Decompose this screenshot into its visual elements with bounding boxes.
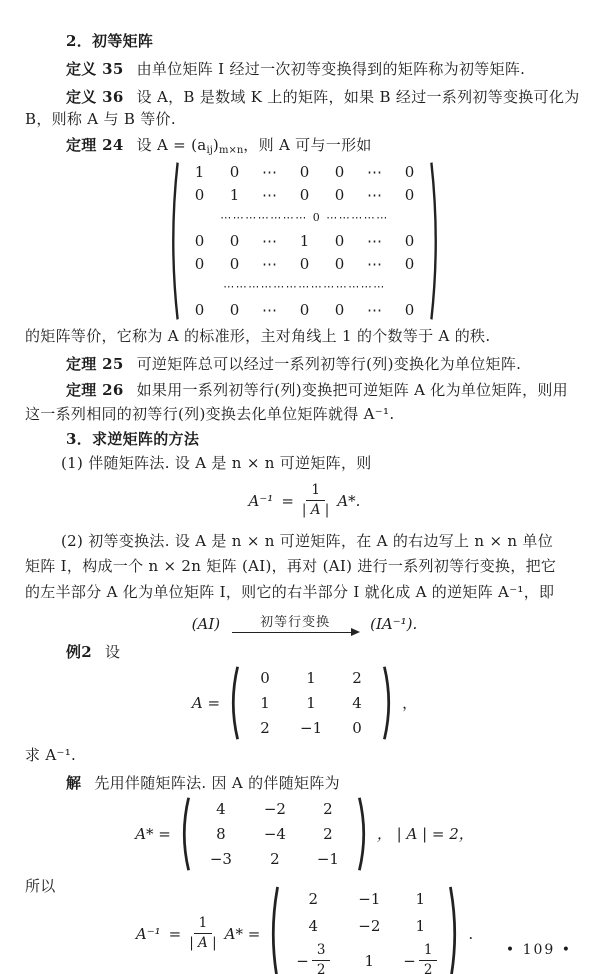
definition-35-text: 由单位矩阵 I 经过一次初等变换得到的矩阵称为初等矩阵. [136, 60, 526, 78]
matrix-cell: 1 [415, 889, 426, 908]
theorem-25-text: 可逆矩阵总可以经过一系列初等行(列)变换化为单位矩阵. [136, 355, 522, 373]
theorem-24-label: 定理 24 [66, 136, 124, 154]
left-paren-icon [168, 161, 179, 321]
matrix-cell: ⋯ [262, 300, 277, 319]
matrix-cell: ⋯ [367, 254, 382, 273]
matrix-cell: 0 [260, 668, 270, 687]
matrix-Astar-label: A* = [135, 824, 171, 843]
matrix-cell: 0 [404, 254, 415, 273]
fraction-numerator: 1 [419, 942, 438, 961]
matrix-cell: −1 [358, 889, 381, 908]
fraction-denominator: | A | [189, 935, 217, 951]
matrix-Astar-formula [25, 796, 584, 871]
example-2-label: 例2 [66, 643, 93, 661]
matrix-cell: 1 [299, 231, 310, 250]
section-heading-3: 3．求逆矩阵的方法 [66, 430, 200, 448]
matrix-cell: 0 [194, 254, 205, 273]
final-lhs: A⁻¹ [135, 925, 161, 943]
matrix-cell: −1 [300, 718, 323, 737]
matrix-cell: 1 [415, 916, 426, 935]
matrix-cell: −2 [263, 799, 286, 818]
fraction-3-2 [312, 942, 331, 974]
method-2-line2: 矩阵 I，构成一个 n × 2n 矩阵 (AI)，再对 (AI) 进行一系列初等行变换，把它 [25, 557, 557, 575]
solution-line [25, 772, 584, 794]
theorem-26-line2: 这一系列相同的初等行(列)变换去化单位矩阵就得 A⁻¹. [25, 405, 395, 423]
matrix-cell: 0 [299, 300, 310, 319]
matrix-cell: 0 [404, 300, 415, 319]
fraction-numerator: 1 [194, 915, 213, 934]
inverse-matrix [268, 885, 460, 974]
right-paren-icon [383, 666, 394, 740]
matrix-Astar-after: ， | A | = 2， [376, 825, 474, 843]
right-paren-icon [449, 886, 460, 974]
matrix-cell: 2 [308, 889, 319, 908]
fraction-numerator: 1 [306, 482, 325, 501]
matrix-cell: ⋯ [262, 254, 277, 273]
matrix-cell: 2 [352, 668, 362, 687]
standard-form-formula [25, 160, 584, 321]
matrix-cell: 1 [194, 162, 205, 181]
matrix-cell: 2 [323, 799, 333, 818]
matrix-cell: 2 [323, 824, 333, 843]
adjoint-inverse-formula [25, 478, 584, 524]
definition-36-text: 设 A，B 是数域 K 上的矩阵，如果 B 经过一系列初等变换可化为 [136, 88, 580, 106]
matrix-cell: 0 [229, 231, 240, 250]
fraction-denominator: 2 [423, 962, 433, 974]
section-heading-2: 2．初等矩阵 [66, 32, 154, 50]
example-2-line [25, 641, 584, 663]
theorem-24-text-2: ) [212, 136, 219, 154]
matrix-cell: ⋯ [262, 162, 277, 181]
matrix-cell: 2 [260, 718, 270, 737]
suoyi-line: 所以 [25, 877, 56, 895]
matrix-cell: 0 [334, 231, 345, 250]
method-2-line3: 的左半部分 A 化为单位矩阵 I，则它的右半部分 I 就化成 A 的逆矩阵 A⁻¹，即 [25, 583, 555, 601]
fraction-denominator: 2 [316, 962, 326, 974]
equals-sign: = [168, 925, 182, 943]
final-after: . [468, 925, 474, 943]
matrix-A-formula [25, 665, 584, 740]
matrix-cell: 1 [364, 952, 375, 970]
minus-sign: − [296, 952, 309, 970]
arrow-formula-right: (IA⁻¹). [370, 615, 418, 633]
theorem-24-text-3: ，则 A 可与一形如 [243, 136, 372, 154]
solution-text: 先用伴随矩阵法. 因 A 的伴随矩阵为 [94, 774, 340, 792]
matrix-cell: 0 [404, 231, 415, 250]
matrix-cell: 0 [334, 300, 345, 319]
matrix-cell: 0 [404, 185, 415, 204]
matrix-cell: ⋯ [262, 231, 277, 250]
definition-36-line2: B，则称 A 与 B 等价. [25, 110, 176, 128]
theorem-25-line [25, 353, 584, 375]
matrix-cell: 1 [260, 693, 270, 712]
right-paren-icon [358, 797, 369, 871]
example-2-text: 设 [105, 643, 121, 661]
matrix-cell: ⋯ [367, 300, 382, 319]
definition-35-label: 定义 35 [66, 60, 124, 78]
matrix-cell: 0 [299, 185, 310, 204]
matrix-cell: −1 [316, 849, 339, 868]
left-paren-icon [228, 666, 239, 740]
method-2-line1: (2) 初等变换法. 设 A 是 n × n 可逆矩阵，在 A 的右边写上 n × n 单位 [61, 532, 554, 550]
matrix-cell: 0 [229, 254, 240, 273]
matrix-cell: 0 [229, 162, 240, 181]
matrix-cell: 0 [229, 300, 240, 319]
final-inverse-formula [25, 885, 584, 974]
standard-form-matrix [168, 160, 441, 321]
standard-form-grid [182, 160, 427, 321]
find-inverse-line: 求 A⁻¹. [25, 746, 77, 764]
final-mid: A* = [224, 925, 261, 943]
fraction-one-over-detA [302, 482, 329, 519]
matrix-cell: ⋯ [367, 162, 382, 181]
labeled-arrow [232, 615, 358, 633]
matrix-cell: 0 [352, 718, 362, 737]
matrix-cell: −3 [209, 849, 232, 868]
left-paren-icon [179, 797, 190, 871]
right-paren-icon [430, 161, 441, 321]
matrix-A-after: ， [402, 694, 418, 712]
theorem-26-line1 [25, 379, 584, 401]
matrix-A-grid [242, 665, 380, 740]
arrow-formula-left: (AI) [191, 615, 221, 633]
matrix-cell: 0 [194, 185, 205, 204]
formula-lhs: A⁻¹ [248, 492, 274, 510]
matrix-dots-row: ⋯⋯⋯⋯⋯⋯⋯ 0 ⋯⋯⋯⋯⋯ [220, 211, 389, 224]
solution-label: 解 [66, 774, 82, 792]
matrix-cell: 0 [334, 162, 345, 181]
matrix-cell: 0 [194, 231, 205, 250]
matrix-Astar [179, 796, 369, 871]
matrix-cell: 0 [334, 185, 345, 204]
matrix-cell: −2 [358, 916, 381, 935]
matrix-cell: 0 [404, 162, 415, 181]
theorem-24-text-1: 设 A = (a [136, 136, 207, 154]
matrix-cell: 1 [306, 693, 316, 712]
fraction-one-over-detA [189, 915, 216, 952]
matrix-cell: 0 [299, 254, 310, 273]
formula-rhs: A*. [337, 492, 361, 510]
matrix-cell: 2 [270, 849, 280, 868]
matrix-dots-row: ⋯⋯⋯⋯⋯⋯⋯⋯⋯⋯⋯⋯⋯ [223, 280, 386, 293]
matrix-cell: 0 [194, 300, 205, 319]
definition-35-line [25, 58, 584, 80]
matrix-cell: 8 [216, 824, 226, 843]
matrix-A-label: A = [191, 693, 221, 712]
subscript-ij: ij [206, 145, 213, 156]
fraction-1-2 [419, 942, 438, 974]
matrix-cell-fraction [296, 942, 330, 974]
definition-36-label: 定义 36 [66, 88, 124, 106]
matrix-cell: ⋯ [367, 231, 382, 250]
matrix-cell: 0 [334, 254, 345, 273]
theorem-24-line [25, 134, 584, 156]
inverse-matrix-grid [282, 885, 446, 974]
arrow-label: 初等行变换 [260, 615, 331, 630]
equals-sign: = [281, 492, 294, 510]
matrix-cell: 4 [308, 916, 319, 935]
matrix-cell: ⋯ [367, 185, 382, 204]
theorem-26-text: 如果用一系列初等行(列)变换把可逆矩阵 A 化为单位矩阵，则用 [136, 381, 568, 399]
fraction-denominator: | A | [301, 502, 330, 518]
matrix-Astar-grid [193, 796, 355, 871]
matrix-cell-fraction [403, 942, 437, 974]
subscript-mxn: m×n [218, 145, 244, 156]
method-1-line: (1) 伴随矩阵法. 设 A 是 n × n 可逆矩阵，则 [61, 454, 372, 472]
matrix-A [228, 665, 394, 740]
after-matrix-line: 的矩阵等价，它称为 A 的标准形，主对角线上 1 的个数等于 A 的秩. [25, 327, 491, 345]
matrix-cell: −4 [263, 824, 286, 843]
fraction-numerator: 3 [312, 942, 331, 961]
matrix-cell: 4 [352, 693, 362, 712]
right-arrow-icon [232, 632, 358, 633]
theorem-25-label: 定理 25 [66, 355, 124, 373]
left-paren-icon [268, 886, 279, 974]
matrix-cell: 1 [229, 185, 240, 204]
definition-36-line1 [25, 86, 584, 108]
matrix-cell: 1 [306, 668, 316, 687]
matrix-cell: 0 [299, 162, 310, 181]
minus-sign: − [403, 952, 416, 970]
theorem-26-label: 定理 26 [66, 381, 124, 399]
page-number: • 109 • [505, 942, 572, 958]
matrix-cell: 4 [216, 799, 226, 818]
row-transform-arrow-formula [25, 607, 584, 641]
matrix-cell: ⋯ [262, 185, 277, 204]
